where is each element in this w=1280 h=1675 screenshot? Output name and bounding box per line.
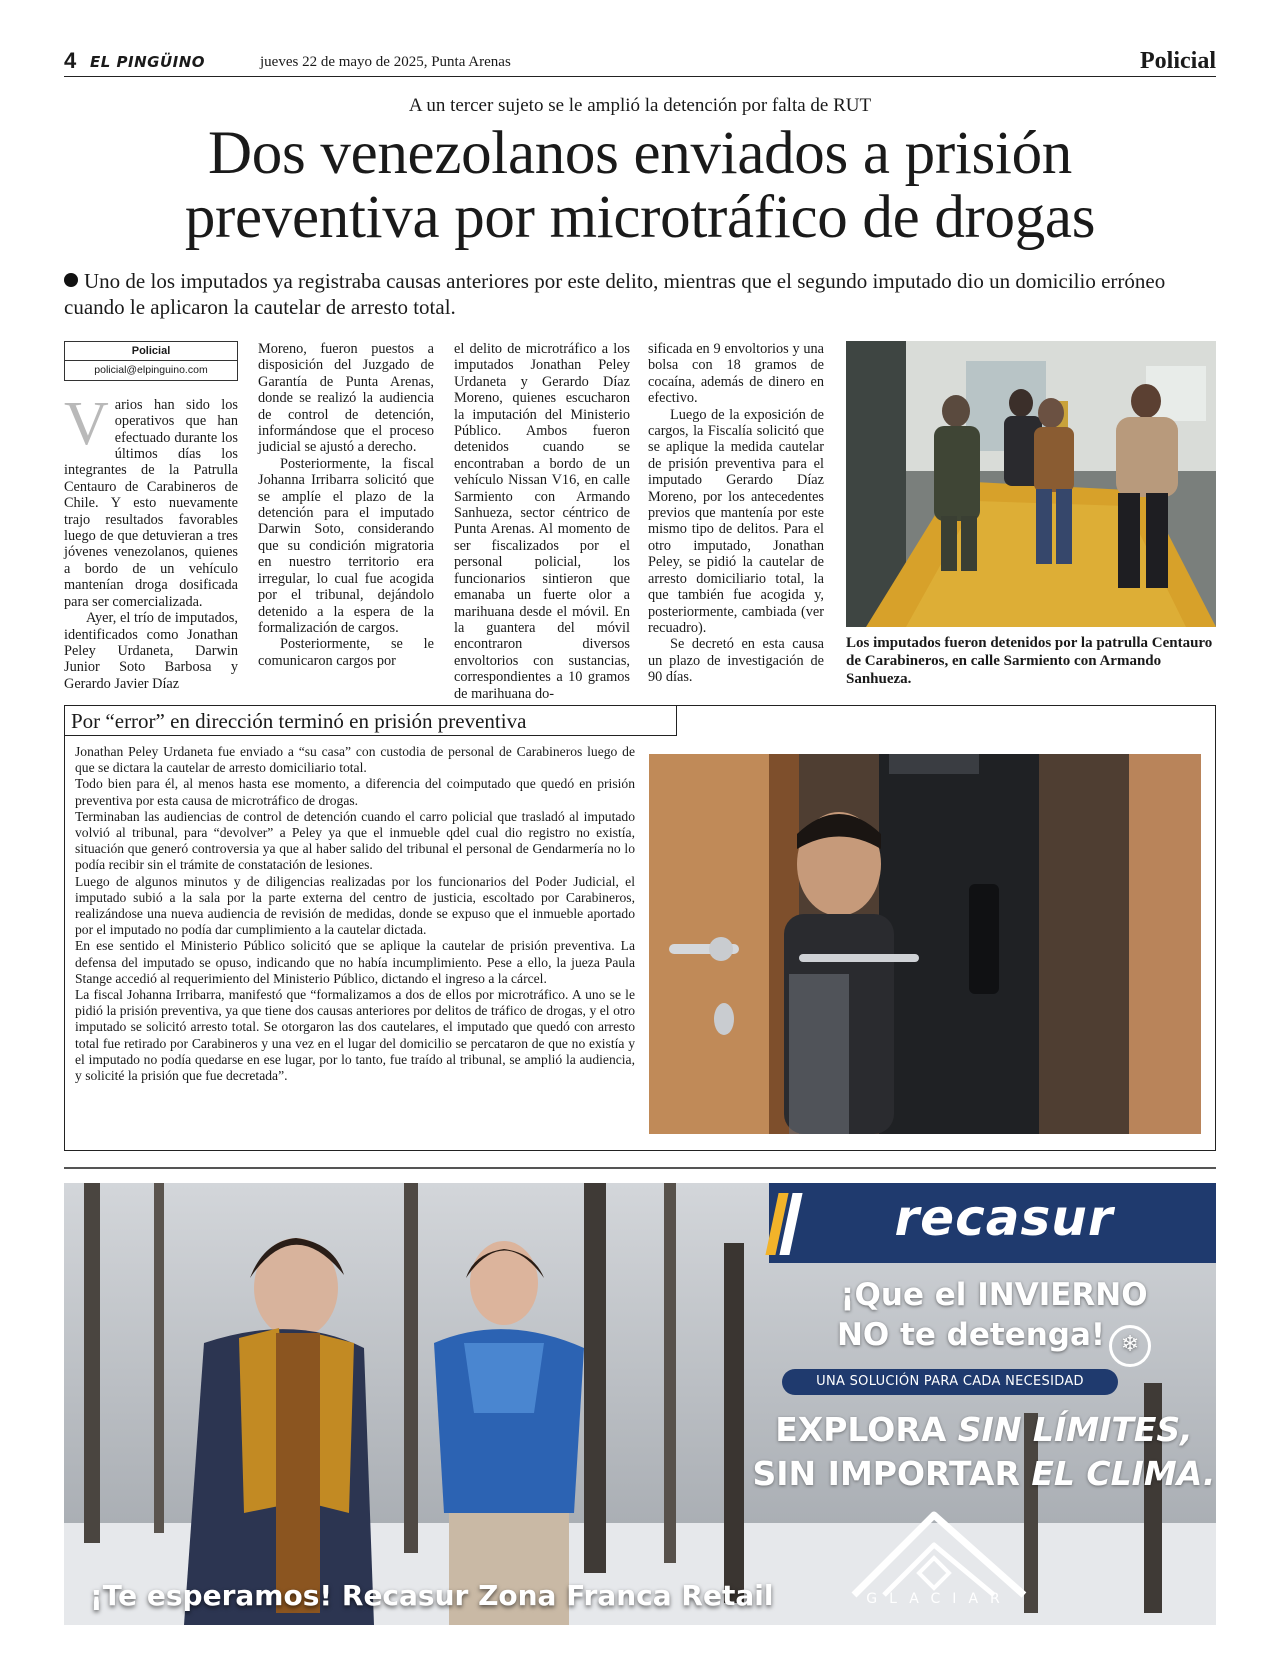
article-column-3 xyxy=(454,341,630,702)
ad-footer-text: ¡Te esperamos! Recasur Zona Franca Retail xyxy=(90,1579,774,1612)
article-paragraph: Varios han sido los operativos que han efectuado durante los últimos días los integrantes de la Patrulla Centauro de Carabineros de Chile. Y esto nuevamente trajo resultados favorables luego de que detuvieran a tres jóvenes venezolanos, quienes a bordo de un vehículo mantenían droga dosificada para ser comercializada. xyxy=(64,389,238,610)
headline-line-2: preventiva por microtráfico de drogas xyxy=(184,184,1096,251)
sidebar-story-box xyxy=(64,705,1216,1151)
recasur-logo: recasur xyxy=(894,1189,1114,1247)
court-photo-illustration xyxy=(649,754,1201,1134)
sidebar-text xyxy=(75,744,635,1084)
article-paragraph: el delito de microtráfico a los imputados Jonathan Peley Urdaneta y Gerardo Díaz Moreno, quienes escucharon la imputación del Ministerio Público. Ambos fueron detenidos cuando se encontraban a bordo de un vehículo Nissan V16, en calle Sarmiento con Armando Sanhueza, sector céntrico de Punta Arenas. Al momento de ser fiscalizados por el personal policial, los funcionarios sintieron que emanaba un fuerte olor a marihuana desde el móvil. En la guantera del móvil encontraron diversos envoltorios con sustancias, correspondientes a 10 gramos de marihuana do- xyxy=(454,341,630,702)
article-paragraph: Se decretó en esta causa un plazo de investigación de 90 días. xyxy=(648,636,824,686)
article-column-1 xyxy=(64,341,238,692)
byline-email: policial@elpinguino.com xyxy=(94,364,208,377)
arrest-photo-illustration xyxy=(846,341,1216,627)
ad-slogan-line-1: EXPLORA SIN LÍMITES, xyxy=(775,1410,1193,1449)
glaciar-mountain-icon xyxy=(844,1503,1034,1603)
sidebar-paragraph: Todo bien para él, al menos hasta ese momento, a diferencia del coimputado que quedó en prisión preventiva por esta causa de microtráfico de drogas. xyxy=(75,776,635,808)
sidebar-paragraph: Luego de algunos minutos y de diligencias realizadas por los funcionarios del Poder Judicial, el imputado subió a la sala por la parte externa del centro de justicia, escoltado por Carabineros, realizándose una nueva audiencia de revisión de medidas, donde se expuso que el inmueble aportado por el imputado no podía dar cumplimiento a la cautelar dictada. xyxy=(75,873,635,938)
summary-text: Uno de los imputados ya registraba causas anteriores por este delito, mientras que el segundo imputado dio un domicilio erróneo cuando le aplicaron la cautelar de arresto total. xyxy=(64,269,1166,319)
divider xyxy=(64,1167,1216,1169)
article-column-4 xyxy=(648,341,824,686)
article-paragraph: sificada en 9 envoltorios y una bolsa con 18 gramos de cocaína, además de dinero en efectivo. xyxy=(648,341,824,407)
sidebar-paragraph: En ese sentido el Ministerio Público solicitó que se aplique la cautelar de prisión preventiva. La defensa del imputado se opuso, indicando que no había incumplimiento. Pese a ello, la jueza Paula Stange accedió al requerimiento del Ministerio Público, dictando el ingreso a la cárcel. xyxy=(75,938,635,986)
byline-section: Policial xyxy=(65,342,237,361)
snowflake-icon: ❄ xyxy=(1109,1325,1151,1367)
arrest-photo xyxy=(846,341,1216,627)
ad-headline-line-2: NO te detenga! ❄ xyxy=(764,1315,1216,1367)
court-photo xyxy=(649,754,1201,1134)
article-headline xyxy=(60,122,1220,250)
ad-slogan-line-2: SIN IMPORTAR EL CLIMA. xyxy=(752,1454,1216,1493)
recasur-advertisement[interactable] xyxy=(64,1183,1216,1625)
ad-slogan xyxy=(724,1408,1216,1496)
sidebar-paragraph: Terminaban las audiencias de control de detención cuando el carro policial que trasladó al imputado volvió al tribunal, para “devolver” a Peley ya que el inmueble qdel cual dio registro no existía, situación que generó controversia ya que al haber salido del tribunal el personal de Gendarmería no lo podía recibir sin el trámite de constatación de lesiones. xyxy=(75,808,635,873)
byline-box xyxy=(64,341,238,381)
article-column-2 xyxy=(258,341,434,669)
article-kicker: A un tercer sujeto se le amplió la detención por falta de RUT xyxy=(408,95,872,116)
section-name: Policial xyxy=(1140,48,1216,74)
article-paragraph: Posteriormente, la fiscal Johanna Irribarra solicitó que se amplíe el plazo de la detención para el imputado Darwin Soto, considerando que su condición migratoria en nuestro territorio era irregular, lo cual fue acogida por el tribunal, dejándolo detenido a la espera de la formalización de cargos. xyxy=(258,455,434,636)
drop-cap: V xyxy=(64,389,109,458)
page-header xyxy=(64,50,1216,77)
article-paragraph: Moreno, fueron puestos a disposición del Juzgado de Garantía de Punta Arenas, donde se realizó la audiencia de control de detención, informándose que el proceso judicial se ajustó a derecho. xyxy=(258,341,434,456)
bullet-icon xyxy=(64,273,78,287)
article-summary xyxy=(64,268,1224,320)
headline-line-1: Dos venezolanos enviados a prisión xyxy=(208,120,1072,187)
article-paragraph: Posteriormente, se le comunicaron cargos por xyxy=(258,636,434,669)
article-paragraph: Luego de la exposición de cargos, la Fiscalía solicitó que se aplique la medida cautelar de prisión preventiva para el imputado Gerardo Díaz Moreno, por los antecedentes previos que mantenía por este mismo tipo de delitos. Para el otro imputado, Jonathan Peley, se pidió la cautelar de arresto domiciliario total, la que también fue acogida y, posteriormente, cambiada (ver recuadro). xyxy=(648,406,824,636)
sidebar-title: Por “error” en dirección terminó en prisión preventiva xyxy=(65,706,677,736)
glaciar-wordmark: GLACIAR xyxy=(866,1591,1012,1607)
ad-headline xyxy=(764,1275,1216,1367)
page-number: 4 xyxy=(64,48,77,73)
photo-caption: Los imputados fueron detenidos por la patrulla Centauro de Carabineros, en calle Sarmiento con Armando Sanhueza. xyxy=(846,635,1213,687)
issue-date: jueves 22 de mayo de 2025, Punta Arenas xyxy=(260,54,511,70)
sidebar-paragraph: La fiscal Johanna Irribarra, manifestó que “formalizamos a dos de ellos por microtráfico. A uno se le pidió la prisión preventiva, ya que tiene dos causas anteriores por delitos de tráfico de drogas, y el otro imputado se solicitó arresto total. Se otorgaron las dos cautelares, el imputado que quedó con arresto total fue retirado por Carabineros y una vez en el lugar del domicilio se percataron de que no existía y el imputado no podía quedarse en ese lugar, por lo tanto, fue traído al tribunal, se amplió la audiencia, y solicité la prisión que fue decretada”. xyxy=(75,987,635,1084)
sidebar-paragraph: Jonathan Peley Urdaneta fue enviado a “su casa” con custodia de personal de Carabineros luego de que se dictara la cautelar de arresto domiciliario total. xyxy=(75,744,635,776)
article-paragraph: Ayer, el trío de imputados, identificados como Jonathan Peley Urdaneta, Darwin Junior Soto Barbosa y Gerardo Javier Díaz xyxy=(64,610,238,692)
newspaper-brand: EL PINGÜINO xyxy=(90,53,206,71)
ad-headline-line-1: ¡Que el INVIERNO xyxy=(840,1277,1148,1313)
ad-tagline: UNA SOLUCIÓN PARA CADA NECESIDAD xyxy=(782,1369,1118,1395)
